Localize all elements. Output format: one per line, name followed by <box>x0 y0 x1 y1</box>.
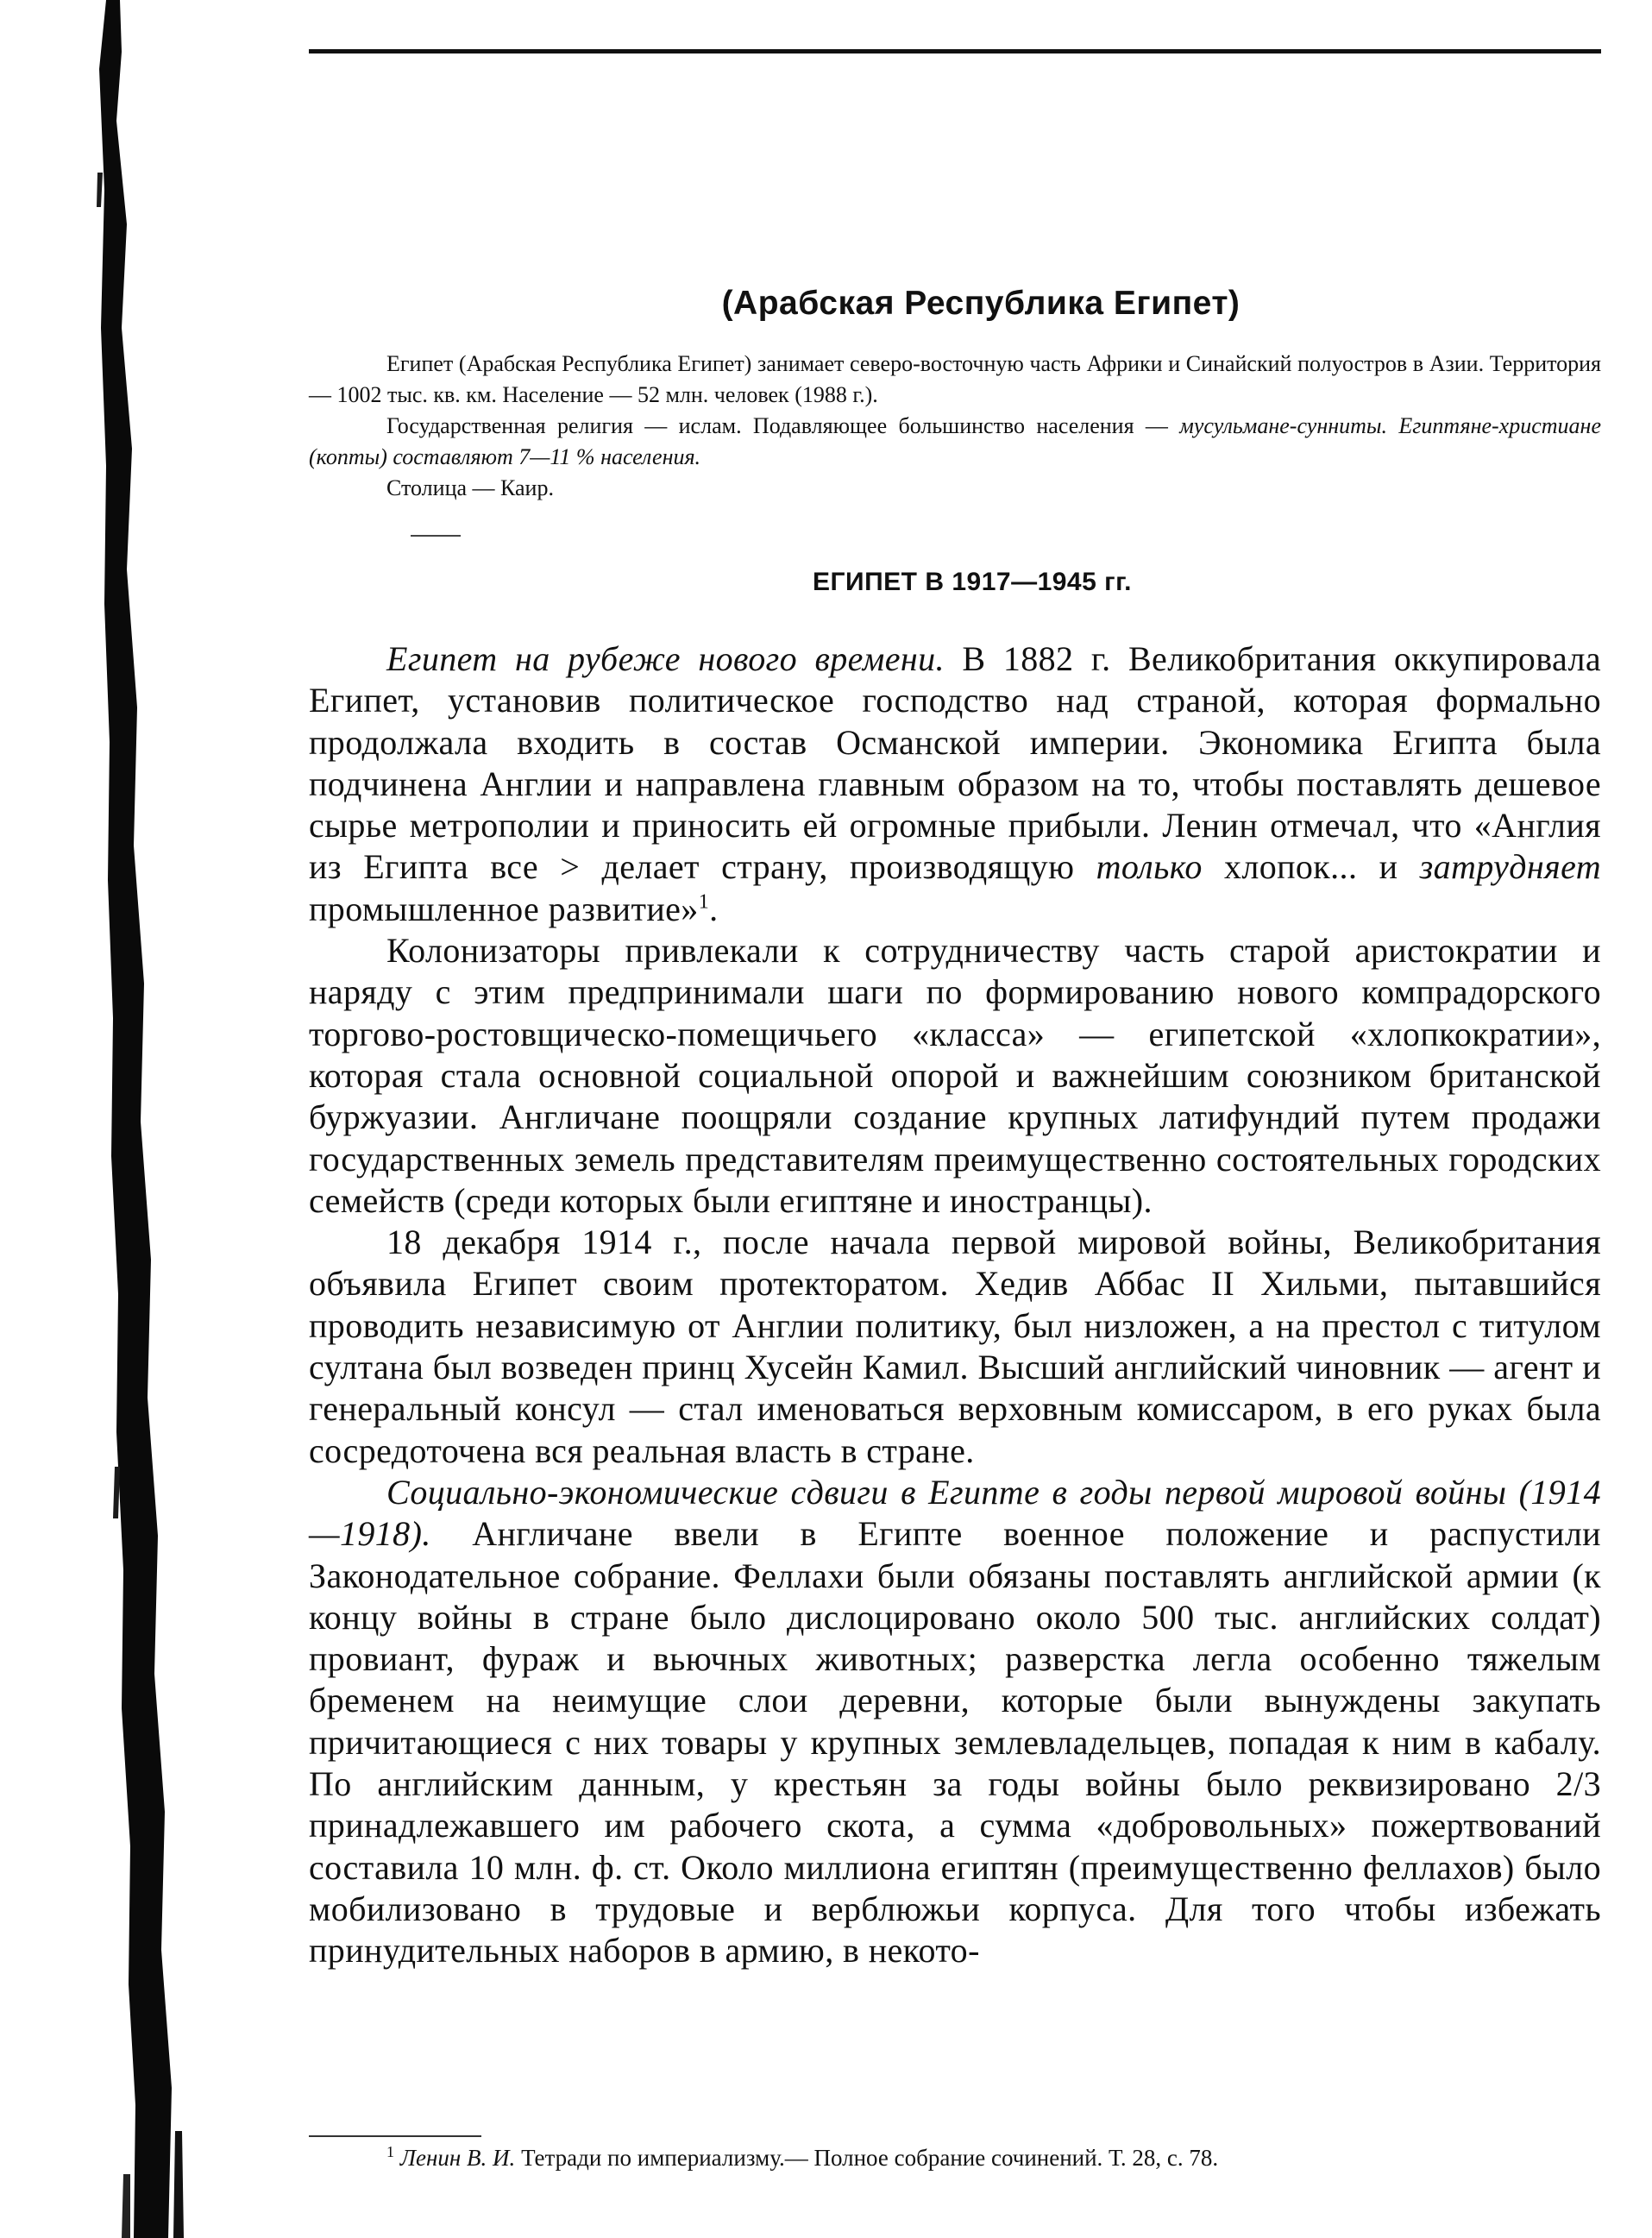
intro-paragraph: Столица — Каир. <box>386 475 554 500</box>
footnote-mark: 1 <box>386 2143 394 2160</box>
body-paragraph: Колонизаторы привлекали к сотрудничеству часть старой аристократии и наряду с этим предпринимали шаги по формированию нового компрадорского торгово-ростовщическо-помещичьего «класса» — египетской «хлопкократии», которая стала основной социальной опорой и важнейшим союзником британской буржуазии. Англичане поощряли создание крупных латифундий путем продажи государственных земель представителям преимущественно состоятельных городских семейств (среди которых были египтяне и иностранцы). <box>309 931 1601 1220</box>
run-in-heading: Социально-экономические сдвиги в Египте в годы первой мировой войны (1914—1918). <box>309 1472 1601 1554</box>
body-text: промышленное развитие» <box>309 889 699 928</box>
body-text: хлопок... и <box>1202 847 1420 887</box>
scan-binding-edge <box>82 0 203 2238</box>
emphasis: затрудняет <box>1419 847 1601 887</box>
footnote-text: Тетради по империализму.— Полное собрание сочинений. Т. 28, с. 78. <box>515 2145 1219 2171</box>
body-text: В 1882 г. Великобритания оккупировала Египет, установив политическое господство над страной, которая формально продолжала входить в состав Османской империи. Экономика Египта была подчинена Англии и направлена главным образом на то, чтобы поставлять дешевое сырье метрополии и приносить ей огромные прибыли. Ленин отмечал, что «Англия из Египта все > делает страну, производящую <box>309 639 1601 887</box>
body-paragraph: 18 декабря 1914 г., после начала первой мировой войны, Великобритания объявила Египет своим протекторатом. Хедив Аббас II Хильми, пытавшийся проводить независимую от Англии политику, был низложен, а на престол с титулом султана был возведен принц Хусейн Камил. Высший английский чиновник — агент и генеральный консул — стал именоваться верховным комиссаром, в его руках была сосредоточена вся реальная власть в стране. <box>309 1223 1601 1470</box>
body-text: . <box>709 889 719 928</box>
top-rule <box>309 49 1601 53</box>
intro-paragraph: Египет (Арабская Республика Египет) занимает северо-восточную часть Африки и Синайский полуостров в Азии. Территория — 1002 тыс. кв. км. Население — 52 млн. человек (1988 г.). <box>309 351 1601 407</box>
footnote-rule <box>309 2135 481 2137</box>
page-content <box>309 267 1601 1972</box>
section-title: ЕГИПЕТ В 1917—1945 гг. <box>813 568 1132 596</box>
fraction: 2/3 <box>1555 1764 1601 1804</box>
run-in-heading: Египет на рубеже нового времени. <box>386 639 945 678</box>
footnote-author: Ленин В. И. <box>399 2145 516 2171</box>
intro-italic-text: мусульмане-сунниты. Египтяне-христиане (копты) составляют 7—11 % населения. <box>309 413 1601 469</box>
body-text: принадлежавшего им рабочего скота, а сумма «добровольных» пожертвований составила 10 млн. ф. ст. Около миллиона египтян (преимущественно феллахов) было мобилизовано в трудовые и верблюжьи корпуса. Для того чтобы избежать принудительных наборов в армию, в некото- <box>309 1806 1601 1971</box>
body-paragraph <box>309 638 1601 930</box>
footnote <box>309 2142 1601 2173</box>
emphasis: только <box>1096 847 1203 887</box>
article-body <box>309 638 1601 1972</box>
separator-dash <box>411 535 461 537</box>
intro-text: Государственная религия — ислам. Подавляющее большинство населения — <box>386 413 1180 438</box>
body-text: Англичане ввели в Египте военное положение и распустили Законодательное собрание. Феллахи были обязаны поставлять английской армии (к концу войны в стране было дислоцировано около 500 тыс. английских солдат) провиант, фураж и вьючных животных; разверстка легла особенно тяжелым бременем на неимущие слои деревни, которые были вынуждены закупать причитающиеся с них товары у крупных землевладельцев, попадая к ним в кабалу. По английским данным, у крестьян за годы войны было реквизировано <box>309 1514 1601 1804</box>
body-paragraph <box>309 1472 1601 1972</box>
intro-paragraph <box>309 411 1601 473</box>
country-title: (Арабская Республика Египет) <box>721 285 1241 322</box>
footnote-ref: 1 <box>698 890 710 914</box>
country-summary <box>309 349 1601 504</box>
